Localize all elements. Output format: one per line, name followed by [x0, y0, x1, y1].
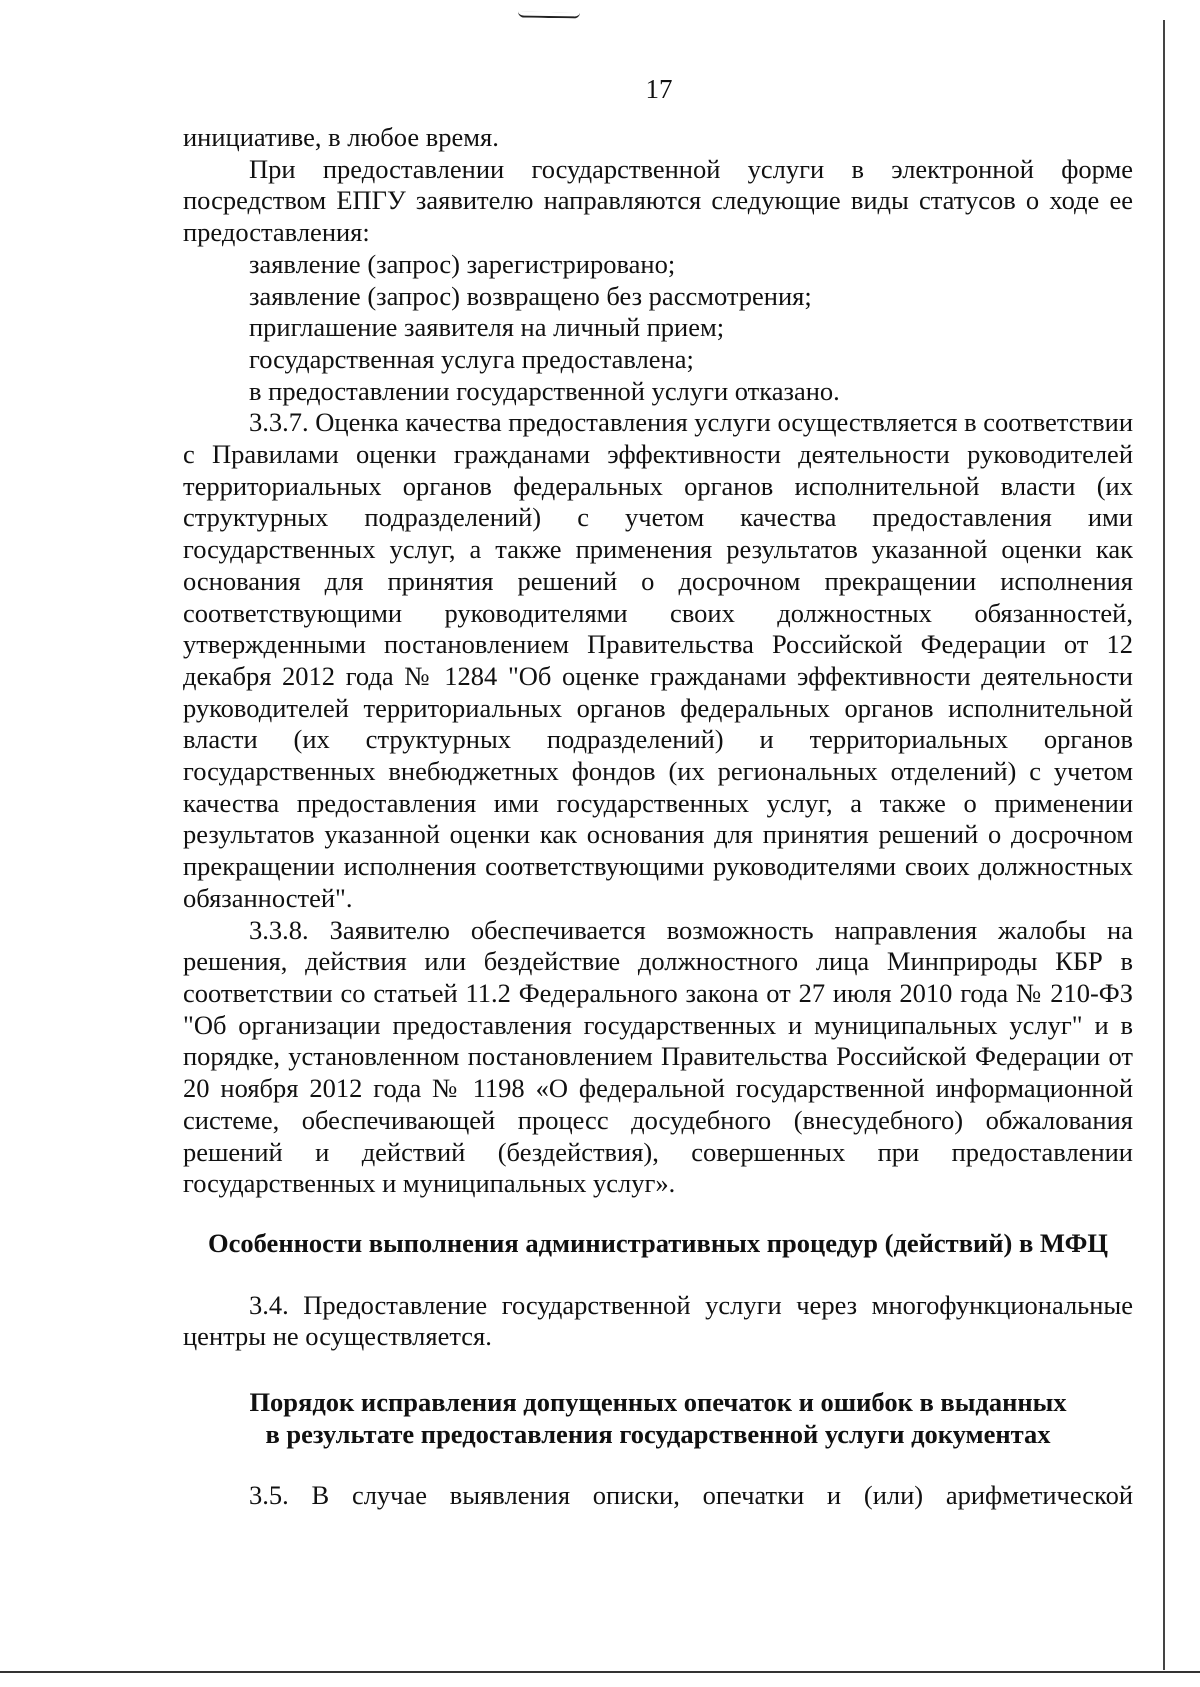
page-number: 17 — [645, 74, 673, 104]
paragraph-3-3-8: 3.3.8. Заявителю обеспечивается возможность направления жалобы на решения, действия или бездействие должностного лица Минприроды КБР в соответствии со статьей 11.2 Федерального закона от 27 июля 2010 года № 210-ФЗ "Об организации предоставления государственных и муниципальных услуг" и в порядке, установленном постановлением Правительства Российской Федерации от 20 ноября 2012 года № 1198 «О федеральной государственной информационной системе, обеспечивающей процесс досудебного (внесудебного) обжалования решений и действий (бездействия), совершенных при предоставлении государственных и муниципальных услуг». — [183, 914, 1133, 1199]
status-item: заявление (запрос) зарегистрировано; — [249, 248, 676, 279]
page-edge-bottom — [0, 1671, 1200, 1673]
paragraph-3-3-7: 3.3.7. Оценка качества предоставления услуги осуществляется в соответствии с Правилами оценки гражданами эффективности деятельности руководителей территориальных органов федеральных органов исполнительной власти (их структурных подразделений) с учетом качества предоставления ими государственных услуг, а также применения результатов указанной оценки как основания для принятия решений о досрочном прекращении исполнения соответствующими руководителями своих должностных обязанностей, утвержденными постановлением Правительства Российской Федерации от 12 декабря 2012 года № 1284 "Об оценке гражданами эффективности деятельности руководителей территориальных органов федеральных органов исполнительной власти (их структурных подразделений) и территориальных органов государственных внебюджетных фондов (их региональных отделений) с учетом качества предоставления ими государственных услуг, а также о применении результатов указанной оценки как основания для принятия решений о досрочном прекращении исполнения соответствующими руководителями своих должностных обязанностей". — [183, 407, 1133, 913]
paragraph-3-5: 3.5. В случае выявления описки, опечатки и (или) арифметической — [249, 1480, 1133, 1511]
status-item: в предоставлении государственной услуги отказано. — [249, 375, 840, 406]
status-item: приглашение заявителя на личный прием; — [249, 312, 725, 343]
paragraph-continuation: инициативе, в любое время. — [183, 122, 499, 152]
section-heading-line: в результате предоставления государственной услуги документах — [265, 1418, 1051, 1449]
paragraph-epgu-statuses: При предоставлении государственной услуги в электронной форме посредством ЕПГУ заявителю направляются следующие виды статусов о ходе ее предоставления: — [183, 153, 1133, 248]
section-heading-line: Порядок исправления допущенных опечаток и ошибок в выданных — [249, 1387, 1067, 1418]
section-heading-mfc: Особенности выполнения административных процедур (действий) в МФЦ — [208, 1227, 1108, 1258]
status-item: государственная услуга предоставлена; — [249, 343, 694, 374]
paragraph-3-4: 3.4. Предоставление государственной услуги через многофункциональные центры не осуществляется. — [183, 1289, 1133, 1352]
section-heading-errors — [183, 1387, 1133, 1450]
page-edge-right — [1163, 20, 1165, 1670]
status-item: заявление (запрос) возвращено без рассмотрения; — [249, 280, 812, 311]
document-body — [183, 122, 1133, 1512]
scan-mark — [518, 11, 580, 18]
